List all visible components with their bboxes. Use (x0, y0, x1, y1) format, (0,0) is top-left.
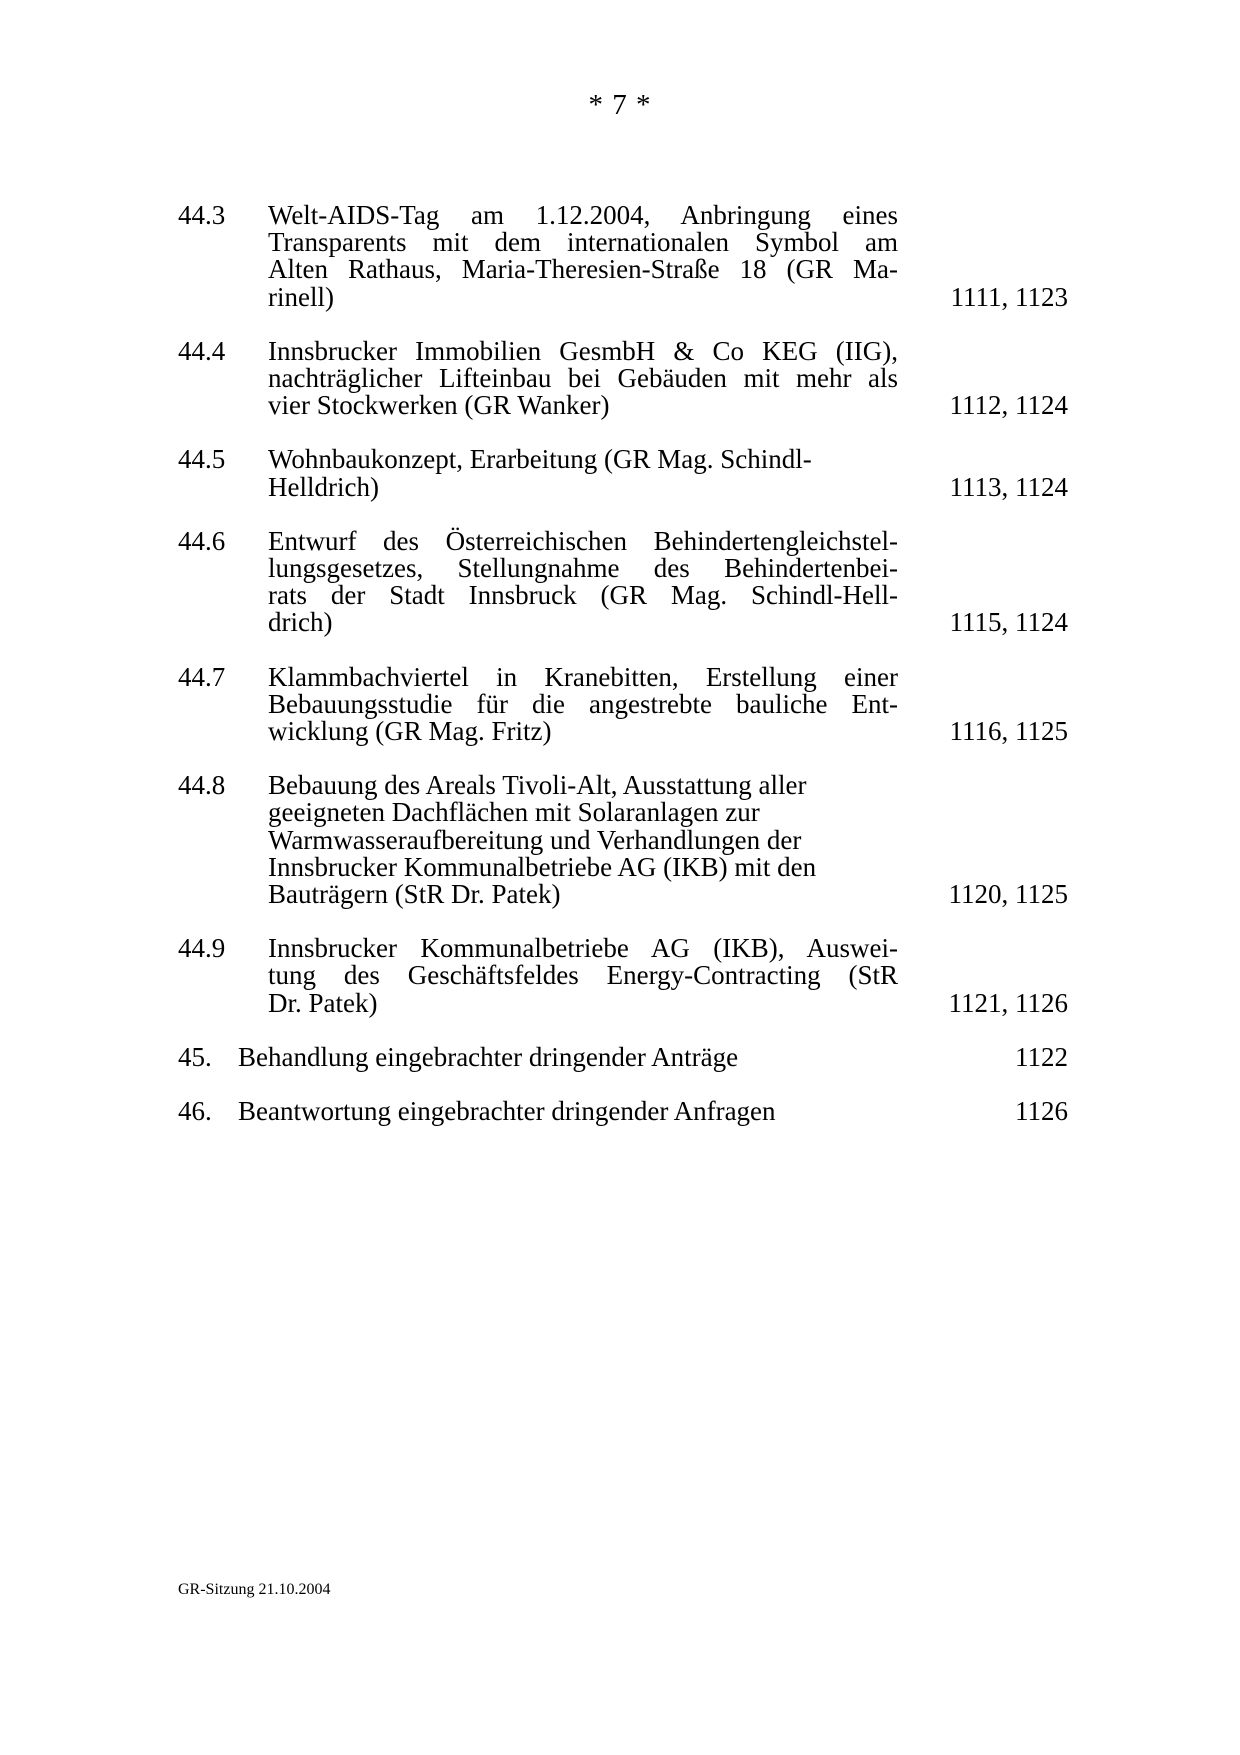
toc-entry-number: 44.4 (178, 335, 226, 366)
toc-entry-pages: 1116, 1125 (949, 716, 1068, 747)
toc-entry-line: rats der Stadt Innsbruck (GR Mag. Schindl-Hell- (268, 580, 898, 611)
toc-entry-pages: 1120, 1125 (948, 879, 1068, 910)
toc-main-entry-text: Beantwortung eingebrachter dringender Anfragen (238, 1096, 776, 1127)
toc-entry-line: Innsbrucker Kommunalbetriebe AG (IKB), Auswei- (268, 933, 898, 964)
toc-entry-pages: 1115, 1124 (949, 607, 1068, 638)
toc-entry-text (268, 446, 898, 500)
toc-entry-line: wicklung (GR Mag. Fritz) (268, 716, 552, 747)
toc-entry-line: Dr. Patek) (268, 987, 378, 1018)
toc-entry-number: 44.3 (178, 200, 226, 230)
toc-entry-line: Helldrich) (268, 471, 379, 502)
toc-entry-line: Entwurf des Österreichischen Behindertengleichstel- (268, 525, 898, 556)
toc-entry-line: nachträglicher Lifteinbau bei Gebäuden mit mehr als (268, 363, 898, 394)
toc-entry-number: 44.8 (178, 770, 226, 801)
toc-entry-line: Bebauungsstudie für die angestrebte bauliche Ent- (268, 688, 898, 719)
toc-entry-text (268, 202, 898, 311)
toc-entry-44-8 (178, 772, 1068, 908)
toc-entry-44-3 (178, 202, 1068, 311)
toc-entry-text (268, 661, 898, 747)
table-of-contents (178, 202, 1068, 1152)
toc-entry-pages: 1113, 1124 (949, 471, 1068, 502)
toc-entry-line: Innsbrucker Kommunalbetriebe AG (IKB) mit den (268, 851, 817, 882)
toc-entry-pages: 1111, 1123 (950, 281, 1068, 312)
toc-entry-line: rinell) (268, 281, 334, 312)
toc-entry-line: geeigneten Dachflächen mit Solaranlagen zur (268, 797, 760, 828)
toc-entry-line: Wohnbaukonzept, Erarbeitung (GR Mag. Schindl- (268, 444, 812, 475)
toc-entry-number: 44.7 (178, 661, 226, 692)
toc-entry-44-9 (178, 935, 1068, 1017)
toc-entry-line: Welt-AIDS-Tag am 1.12.2004, Anbringung eines (268, 200, 898, 230)
toc-entry-text (268, 335, 898, 421)
toc-entry-number: 44.9 (178, 933, 226, 964)
toc-entry-line: Innsbrucker Immobilien GesmbH & Co KEG (IIG), (268, 335, 898, 366)
toc-entry-line: Bauträgern (StR Dr. Patek) (268, 879, 561, 910)
toc-main-entry-46 (178, 1098, 1068, 1125)
toc-entry-44-4 (178, 335, 1068, 421)
toc-main-entry-text: Behandlung eingebrachter dringender Anträge (238, 1041, 739, 1072)
toc-entry-pages: 1112, 1124 (949, 390, 1068, 421)
toc-entry-text (268, 935, 898, 1017)
toc-entry-text (268, 772, 898, 908)
toc-entry-44-5 (178, 446, 1068, 500)
toc-entry-line: Warmwasseraufbereitung und Verhandlungen der (268, 824, 802, 855)
toc-entry-line: drich) (268, 607, 333, 638)
toc-entry-line: Transparents mit dem internationalen Symbol am (268, 227, 898, 258)
toc-entry-line: vier Stockwerken (GR Wanker) (268, 390, 610, 421)
toc-entry-line: Alten Rathaus, Maria-Theresien-Straße 18 (GR Ma- (268, 254, 898, 285)
page-footer: GR-Sitzung 21.10.2004 (178, 1581, 331, 1598)
toc-main-entry-pages: 1126 (1015, 1096, 1068, 1127)
toc-entry-line: lungsgesetzes, Stellungnahme des Behindertenbei- (268, 553, 898, 584)
toc-entry-pages: 1121, 1126 (948, 987, 1068, 1018)
toc-main-entry-number: 46. (178, 1096, 212, 1127)
toc-entry-line: tung des Geschäftsfeldes Energy-Contracting (StR (268, 960, 898, 991)
toc-entry-44-6 (178, 525, 1068, 638)
toc-entry-number: 44.5 (178, 444, 226, 475)
toc-entry-line: Klammbachviertel in Kranebitten, Erstellung einer (268, 661, 898, 692)
toc-entry-line: Bebauung des Areals Tivoli-Alt, Ausstattung aller (268, 770, 807, 801)
toc-main-entry-45 (178, 1041, 1068, 1072)
toc-main-entry-pages: 1122 (1015, 1041, 1068, 1072)
toc-entry-text (268, 525, 898, 638)
toc-entry-44-7 (178, 661, 1068, 747)
toc-entry-number: 44.6 (178, 525, 226, 556)
toc-main-entry-number: 45. (178, 1041, 212, 1072)
page-number: * 7 * (588, 89, 652, 121)
